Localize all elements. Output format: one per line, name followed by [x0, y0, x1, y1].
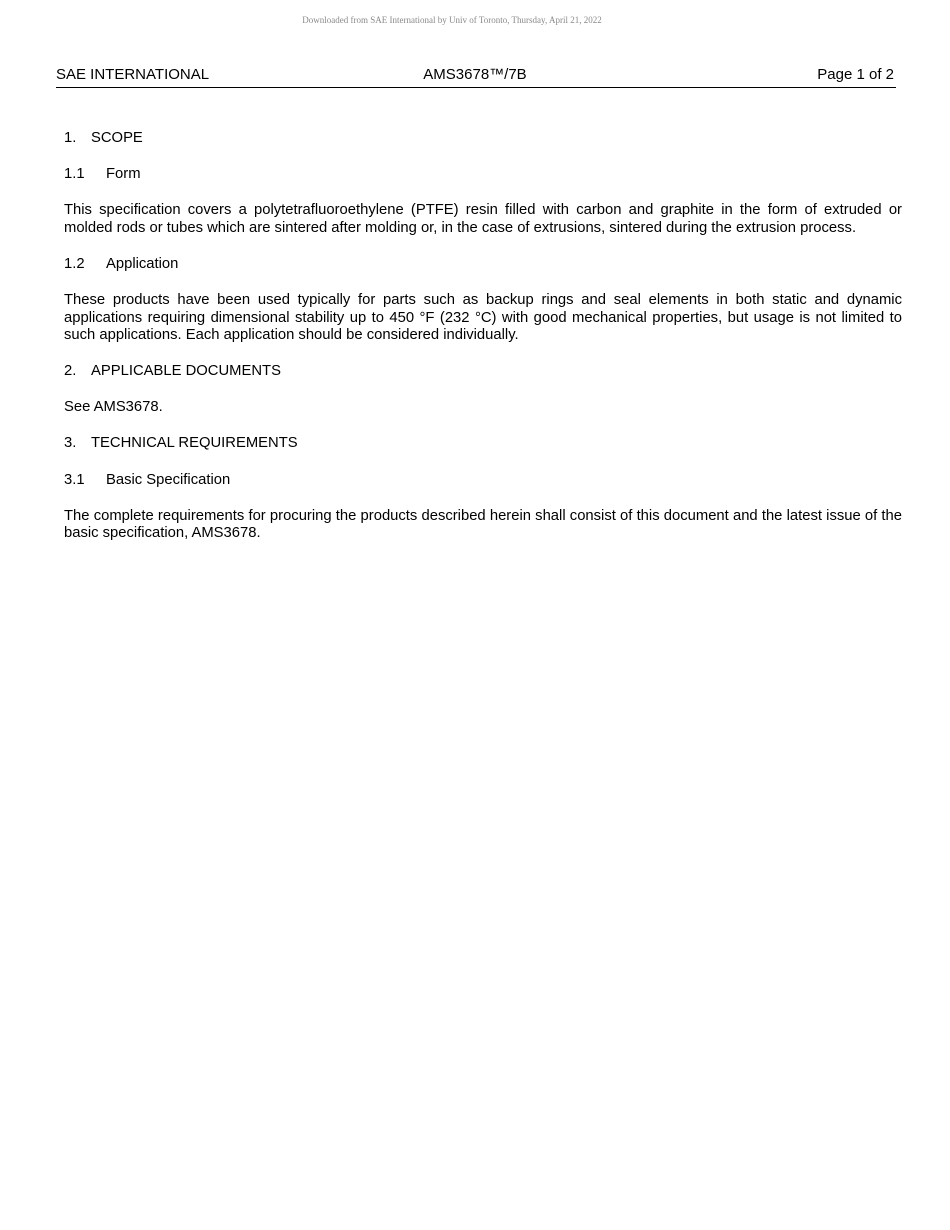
section-title: Application	[106, 255, 179, 272]
header-org: SAE INTERNATIONAL	[56, 66, 210, 83]
section-title: APPLICABLE DOCUMENTS	[91, 363, 281, 380]
section-number: 1.1	[64, 166, 85, 183]
section-1-1-heading	[64, 166, 902, 184]
section-number: 1.	[64, 130, 77, 146]
section-title: SCOPE	[91, 130, 143, 146]
section-title: TECHNICAL REQUIREMENTS	[91, 435, 298, 452]
section-1-heading	[64, 130, 902, 148]
section-1-2-heading	[64, 256, 902, 274]
section-1-2-paragraph: These products have been used typically for parts such as backup rings and seal elements in both static and dynamic applications requiring dimensional stability up to 450 °F (232 °C) with good mechanical properties, but usage is not limited to such applications. Each application should be considered individually.	[64, 291, 902, 344]
section-number: 3.1	[64, 471, 85, 488]
page-header	[56, 66, 896, 88]
section-3-1-paragraph: The complete requirements for procuring the products described herein shall consist of this document and the latest issue of the basic specification, AMS3678.	[64, 507, 902, 542]
section-2-paragraph: See AMS3678.	[64, 399, 163, 416]
section-number: 2.	[64, 363, 77, 380]
header-page-number: Page 1 of 2	[817, 66, 894, 83]
document-body	[64, 130, 902, 561]
section-2-heading	[64, 363, 902, 381]
section-number: 3.	[64, 435, 77, 452]
section-3-heading	[64, 435, 902, 453]
section-number: 1.2	[64, 255, 85, 272]
section-title: Form	[106, 166, 141, 183]
section-title: Basic Specification	[106, 471, 231, 488]
download-watermark: Downloaded from SAE International by Univ of Toronto, Thursday, April 21, 2022	[302, 15, 602, 25]
header-doc-id: AMS3678™/7B	[423, 66, 527, 83]
section-1-1-paragraph: This specification covers a polytetrafluoroethylene (PTFE) resin filled with carbon and graphite in the form of extruded or molded rods or tubes which are sintered after molding or, in the case of extrusions, sintered during the extrusion process.	[64, 202, 902, 236]
section-3-1-heading	[64, 472, 902, 490]
